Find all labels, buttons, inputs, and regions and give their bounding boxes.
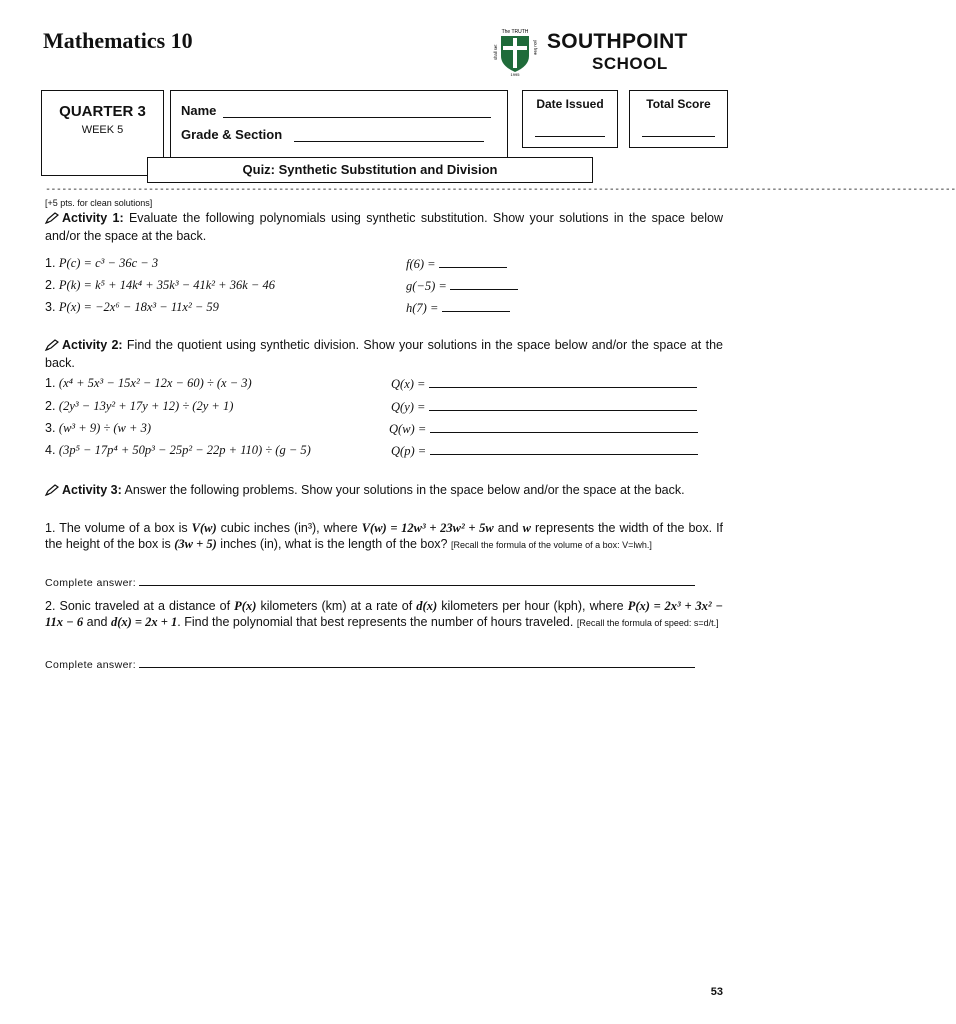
a1-answer-field-3[interactable] (442, 300, 510, 312)
logo-right-text: you free (533, 40, 538, 56)
a3-problem-2: 2. Sonic traveled at a distance of P(x) kilometers (km) at a rate of d(x) kilometers per hour (kph), where P(x) = 2x³ + 3x² − 11x − 6 and d(x) = 2x + 1. Find the polynomial that best represents the number of hours traveled. [Recall the formula of speed: s=d/t.] (45, 599, 723, 629)
a1-item-1: 1. P(c) = c³ − 36c − 3 (45, 256, 159, 270)
school-logo (487, 26, 737, 76)
a3-p1-recall: [Recall the formula of the volume of a box: V=lwh.] (451, 540, 652, 550)
bonus-note: [+5 pts. for clean solutions] (45, 198, 153, 208)
total-score-box (629, 90, 728, 148)
a2-answer-1: Q(x) = (391, 376, 697, 392)
a2-item-3: 3. (w³ + 9) ÷ (w + 3) (45, 421, 151, 435)
a2-answer-3: Q(w) = (389, 421, 698, 437)
date-issued-box (522, 90, 618, 148)
a3-answer-field-1[interactable] (139, 574, 695, 586)
section-field[interactable] (294, 129, 484, 142)
total-score-field[interactable] (642, 136, 715, 137)
activity2-text: Find the quotient using synthetic division. Show your solutions in the space below and/or the space at the back. (45, 338, 723, 370)
activity1-label: Activity 1: (62, 211, 124, 225)
activity1-instruction (45, 210, 723, 244)
a2-item-4: 4. (3p⁵ − 17p⁴ + 50p³ − 25p² − 22p + 110) ÷ (g − 5) (45, 443, 311, 457)
quarter-label: QUARTER 3 (59, 103, 146, 120)
a2-item-2: 2. (2y³ − 13y² + 17y + 12) ÷ (2y + 1) (45, 399, 234, 413)
section-label: Grade & Section (181, 127, 283, 142)
activity1-text: Evaluate the following polynomials using synthetic substitution. Show your solutions in the space below and/or the space at the back. (45, 211, 723, 243)
a1-answer-field-1[interactable] (439, 256, 507, 268)
a3-answer-field-2[interactable] (139, 656, 695, 668)
page-number: 53 (710, 986, 723, 998)
school-crest-icon (487, 26, 542, 76)
activity2-label: Activity 2: (62, 338, 123, 352)
logo-year-text: 1995 (510, 72, 520, 77)
quiz-title: Quiz: Synthetic Substitution and Division (147, 157, 593, 183)
a1-eval-1: f(6) = (406, 256, 507, 272)
a2-answer-field-3[interactable] (430, 421, 698, 433)
a2-answer-field-1[interactable] (429, 376, 697, 388)
school-name: SOUTHPOINT (547, 30, 688, 53)
a1-item-3: 3. P(x) = −2x⁶ − 18x³ − 11x² − 59 (45, 300, 219, 314)
a1-eval-3: h(7) = (406, 300, 510, 316)
name-field[interactable] (223, 105, 491, 118)
pencil-icon (45, 212, 59, 228)
a3-p2-recall: [Recall the formula of speed: s=d/t.] (576, 618, 719, 628)
a2-answer-field-4[interactable] (430, 443, 698, 455)
a3-problem-1: 1. The volume of a box is V(w) cubic inches (in³), where V(w) = 12w³ + 23w² + 5w and w represents the width of the box. If the height of the box is (3w + 5) inches (in), what is the length of the box? [Recall the formula of the volume of a box: V=lwh.] (45, 521, 724, 551)
date-issued-label: Date Issued (536, 97, 604, 111)
a3-complete-answer-2: Complete answer: (45, 656, 695, 671)
logo-left-text: shall set (493, 44, 498, 60)
a1-answer-field-2[interactable] (450, 278, 518, 290)
a2-answer-field-2[interactable] (429, 399, 697, 411)
divider: ------------------------------------------------------------------------------------------------------------------------------------------------------------------------ (45, 184, 956, 195)
activity2-instruction (45, 337, 723, 371)
activity3-text: Answer the following problems. Show your solutions in the space below and/or the space at the back. (124, 483, 685, 497)
pencil-icon (45, 339, 59, 355)
name-label: Name (181, 103, 217, 118)
quarter-box (41, 90, 164, 176)
activity3-instruction (45, 482, 723, 500)
page-title: Mathematics 10 (43, 28, 193, 53)
a2-item-1: 1. (x⁴ + 5x³ − 15x² − 12x − 60) ÷ (x − 3) (45, 376, 252, 390)
school-sub: SCHOOL (592, 54, 668, 73)
total-score-label: Total Score (646, 97, 711, 111)
logo-top-text: The TRUTH (501, 29, 529, 35)
date-issued-field[interactable] (535, 136, 605, 137)
a1-item-2: 2. P(k) = k⁵ + 14k⁴ + 35k³ − 41k² + 36k − 46 (45, 278, 275, 292)
a2-answer-2: Q(y) = (391, 399, 697, 415)
week-label: WEEK 5 (81, 124, 124, 136)
a2-answer-4: Q(p) = (391, 443, 698, 459)
activity3-label: Activity 3: (62, 483, 122, 497)
pencil-icon (45, 484, 59, 500)
a3-complete-answer-1: Complete answer: (45, 574, 695, 589)
a1-eval-2: g(−5) = (406, 278, 518, 294)
